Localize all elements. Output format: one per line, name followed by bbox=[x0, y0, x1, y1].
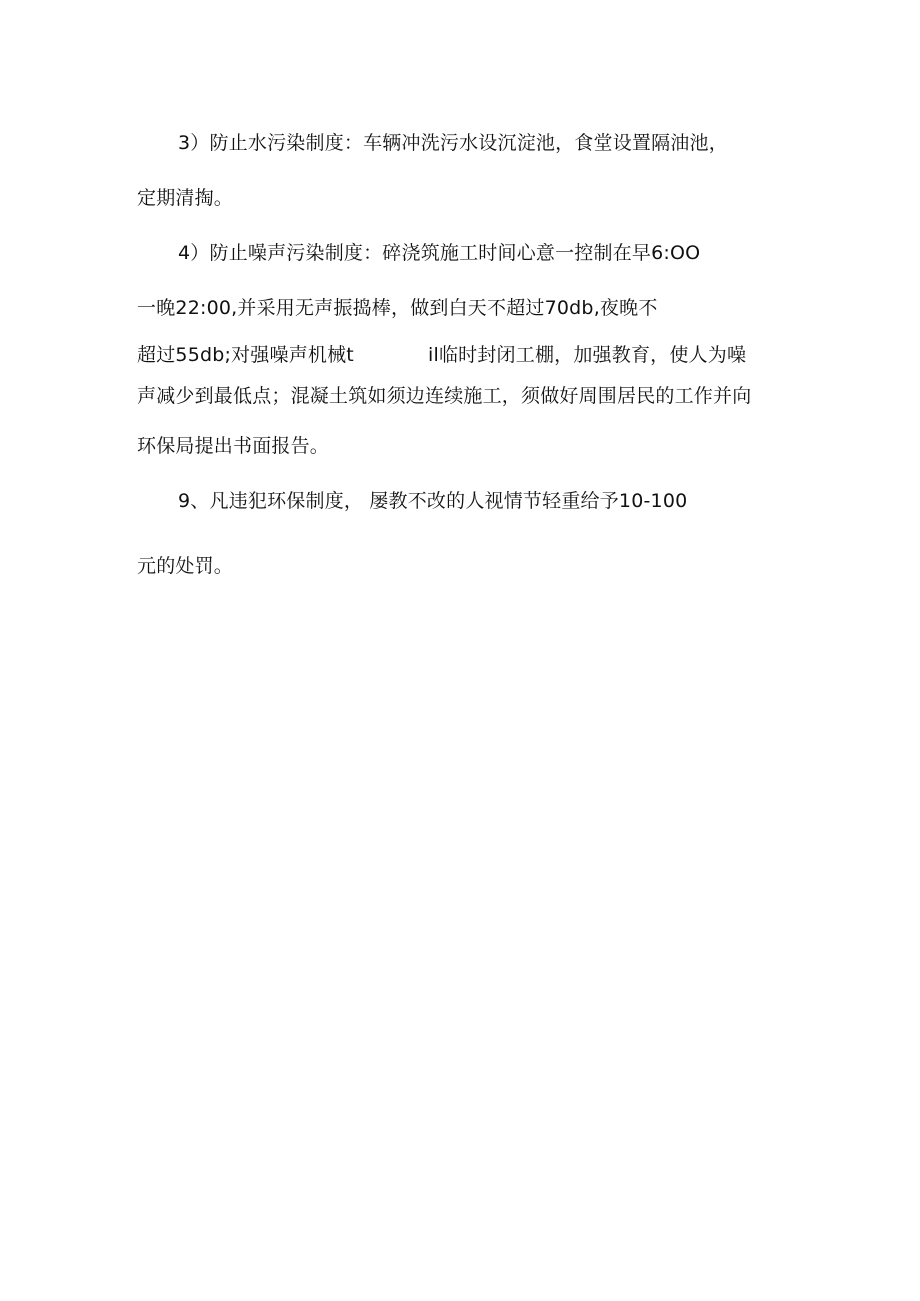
paragraph-4-line-3-left: 超过55db;对强噪声机械t bbox=[137, 344, 354, 366]
paragraph-3-line-2: 定期清掏。 bbox=[137, 187, 234, 209]
paragraph-4-line-1: 4）防止噪声污染制度：碎浇筑施工时间心意一控制在早6:OO bbox=[178, 242, 701, 264]
paragraph-9-line-1: 9、凡违犯环保制度， 屡教不改的人视情节轻重给予10-100 bbox=[178, 490, 688, 512]
paragraph-4-line-3-right: il临时封闭工棚，加强教育，使人为噪 bbox=[428, 344, 747, 366]
paragraph-3-line-1: 3）防止水污染制度：车辆冲洗污水设沉淀池，食堂设置隔油池， bbox=[178, 132, 728, 154]
paragraph-4-line-2: 一晚22:00,并采用无声振捣棒，做到白天不超过70db,夜晚不 bbox=[137, 297, 658, 319]
paragraph-9-line-2: 元的处罚。 bbox=[137, 555, 234, 577]
paragraph-4-line-4: 声减少到最低点；混凝土筑如须边连续施工，须做好周围居民的工作并向 bbox=[137, 385, 752, 407]
paragraph-4-line-5: 环保局提出书面报告。 bbox=[137, 435, 330, 457]
